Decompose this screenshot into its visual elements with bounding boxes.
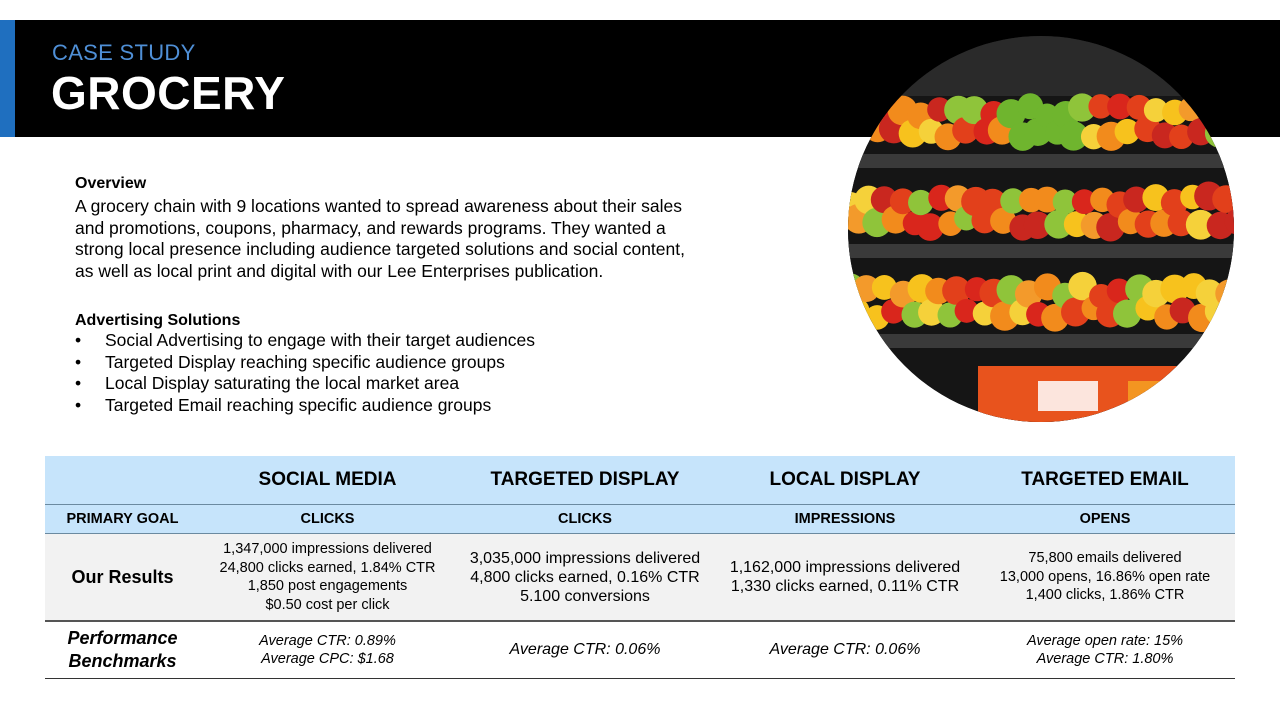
row-label-primary-goal: PRIMARY GOAL [45, 505, 200, 534]
page-title: GROCERY [51, 67, 286, 119]
benchmark-cell-targeted-email [975, 621, 1235, 679]
table-row-our-results [45, 534, 1235, 622]
goal-cell: CLICKS [200, 505, 455, 534]
table-row-performance-benchmarks [45, 621, 1235, 679]
result-line: 1,162,000 impressions delivered [729, 559, 961, 576]
result-line: 1,850 post engagements [247, 578, 408, 594]
goal-cell: IMPRESSIONS [715, 505, 975, 534]
results-cell-local-display [715, 534, 975, 622]
solution-text: Targeted Email reaching specific audience groups [105, 394, 492, 415]
goal-cell: OPENS [975, 505, 1235, 534]
overview-section [75, 175, 795, 282]
solutions-list [75, 330, 795, 416]
grocery-produce-image [848, 36, 1234, 422]
table-row-primary-goal [45, 505, 1235, 534]
overview-line: A grocery chain with 9 locations wanted to spread awareness about their sales [75, 196, 683, 216]
solution-text: Social Advertising to engage with their target audiences [105, 330, 535, 350]
result-line: 24,800 clicks earned, 1.84% CTR [219, 559, 436, 576]
overview-line: as well as local print and digital with our Lee Enterprises publication. [75, 260, 604, 281]
result-line: 1,330 clicks earned, 0.11% CTR [730, 578, 960, 595]
overview-line: and promotions, coupons, pharmacy, and rewards programs. They wanted a [75, 217, 666, 238]
benchmark-line: Average open rate: 15% [1026, 633, 1184, 649]
result-line: 5.100 conversions [520, 587, 650, 605]
result-line: 75,800 emails delivered [1028, 550, 1182, 567]
result-line: $0.50 cost per click [265, 596, 390, 613]
case-study-kicker: CASE STUDY [52, 40, 196, 65]
benchmark-line: Average CTR: 0.06% [769, 641, 921, 658]
solution-text: Targeted Display reaching specific audience groups [105, 351, 505, 372]
produce-shelves-illustration [848, 36, 1234, 422]
column-header-targeted-email: TARGETED EMAIL [975, 456, 1235, 505]
goal-cell: CLICKS [455, 505, 715, 534]
header-accent-bar [0, 20, 15, 137]
list-item [75, 330, 795, 352]
bullet-icon: • [75, 373, 82, 393]
results-table [45, 456, 1235, 679]
result-line: 1,347,000 impressions delivered [223, 541, 432, 557]
solutions-heading: Advertising Solutions [75, 312, 241, 329]
list-item [75, 352, 795, 374]
results-cell-social-media [200, 534, 455, 622]
overview-line: strong local presence including audience targeted solutions and social content, [75, 239, 685, 259]
advertising-solutions-section [75, 312, 795, 416]
list-item [75, 373, 795, 395]
column-header-local-display: LOCAL DISPLAY [715, 456, 975, 505]
benchmark-line: Average CTR: 0.89% [259, 633, 396, 649]
column-header-social-media: SOCIAL MEDIA [200, 456, 455, 505]
solution-text: Local Display saturating the local market area [105, 373, 460, 393]
bullet-icon: • [75, 330, 82, 350]
results-cell-targeted-email [975, 534, 1235, 622]
row-label-our-results: Our Results [45, 534, 200, 622]
header-cell-empty [45, 456, 200, 505]
benchmark-line: Average CTR: 1.80% [1036, 651, 1174, 667]
benchmark-cell-social-media [200, 621, 455, 679]
bullet-icon: • [75, 394, 82, 415]
overview-body [75, 196, 795, 282]
list-item [75, 395, 795, 417]
benchmark-line: Average CTR: 0.06% [509, 641, 661, 658]
row-label-performance-benchmarks [45, 621, 200, 679]
label-line: Benchmarks [68, 651, 177, 671]
bullet-icon: • [75, 351, 82, 372]
benchmark-line: Average CPC: $1.68 [261, 651, 394, 667]
result-line: 3,035,000 impressions delivered [469, 549, 701, 567]
benchmark-cell-targeted-display [455, 621, 715, 679]
result-line: 1,400 clicks, 1.86% CTR [1025, 587, 1185, 604]
result-line: 13,000 opens, 16.86% open rate [999, 568, 1211, 585]
label-line: Performance [67, 628, 178, 648]
results-cell-targeted-display [455, 534, 715, 622]
benchmark-cell-local-display [715, 621, 975, 679]
result-line: 4,800 clicks earned, 0.16% CTR [470, 568, 700, 586]
column-header-targeted-display: TARGETED DISPLAY [455, 456, 715, 505]
table-header-row [45, 456, 1235, 505]
overview-heading: Overview [75, 175, 147, 192]
